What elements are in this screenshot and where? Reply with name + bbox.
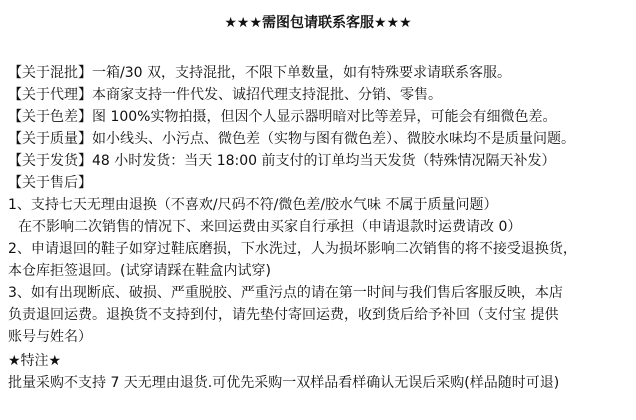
policy-line-quality: 【关于质量】如小线头、小污点、微色差（实物与图有微色差）、微胶水味均不是质量问题。 [8,131,575,147]
after-sales-item-2-detail: 本仓库拒签退回。(试穿请踩在鞋盒内试穿) [8,263,271,279]
policy-line-agent: 【关于代理】本商家支持一件代发、诚招代理支持混批、分销、零售。 [8,87,442,103]
after-sales-item-1-detail: 在不影响二次销售的情况下、来回运费由买家自行承担（申请退款时运费请改 0） [18,219,522,235]
after-sales-item-1: 1、支持七天无理由退换（不喜欢/尺码不符/微色差/胶水气味 不属于质量问题） [8,197,498,213]
after-sales-item-2: 2、申请退回的鞋子如穿过鞋底磨损，下水洗过，人为损坏影响二次销售的将不接受退换货， [8,241,577,257]
page-title: ★★★需图包请联系客服★★★ [224,15,412,31]
policy-line-color-difference: 【关于色差】图 100%实物拍摄，但因个人显示器明暗对比等差异，可能会有细微色差。 [8,109,557,125]
after-sales-item-3: 3、如有出现断底、破损、严重脱胶、严重污点的请在第一时间与我们售后客服反映，本店 [8,285,563,301]
special-note-heading: ★特注★ [8,353,62,369]
after-sales-item-3-detail-1: 负责退回运费。退换货不支持到付，请先垫付寄回运费，收到货后给予补回（支付宝 提供 [8,307,559,323]
after-sales-item-3-detail-2: 账号与姓名） [8,329,92,345]
special-note-text: 批量采购不支持 7 天无理由退货.可优先采购一双样品看样确认无误后采购(样品随时可退) [8,375,560,391]
after-sales-heading: 【关于售后】 [8,175,92,191]
policy-line-mixed-batch: 【关于混批】一箱/30 双，支持混批，不限下单数量，如有特殊要求请联系客服。 [8,65,511,81]
policy-line-shipping: 【关于发货】48 小时发货：当天 18:00 前支付的订单均当天发货（特殊情况隔天补发） [8,153,556,169]
